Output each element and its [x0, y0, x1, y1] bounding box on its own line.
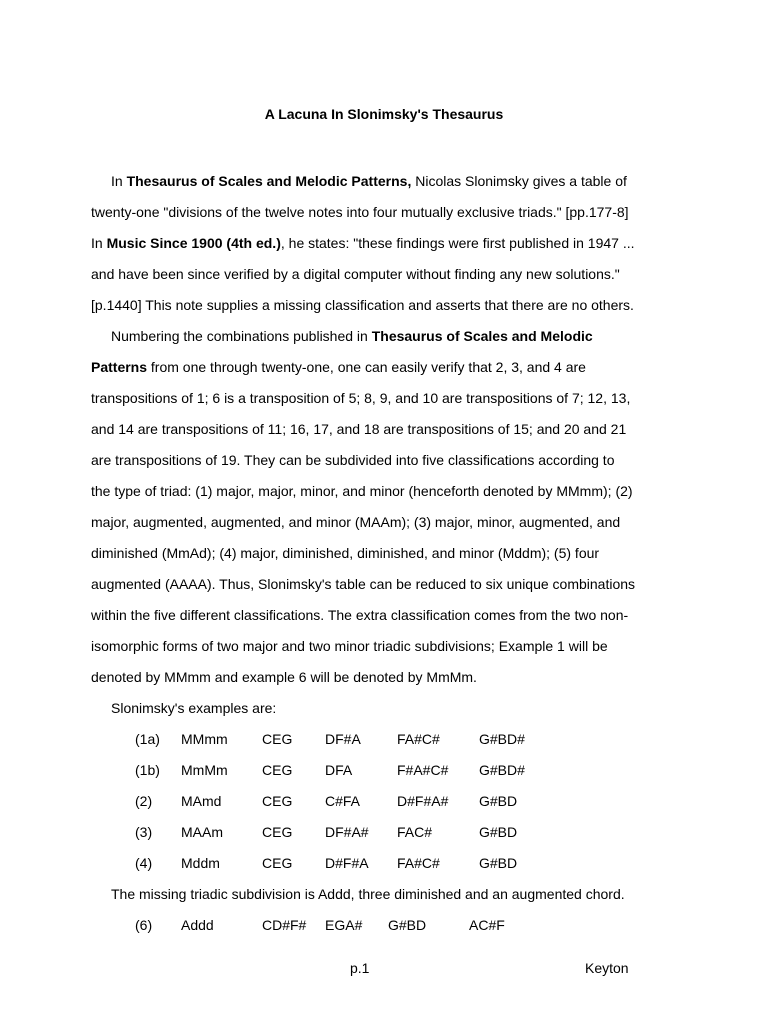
example-triad: F#A#C#	[397, 762, 449, 778]
paragraph-line: isomorphic forms of two major and two minor triadic subdivisions; Example 1 will be	[91, 638, 608, 654]
text-run: In	[111, 173, 127, 189]
example-row	[91, 786, 691, 817]
book-title: Thesaurus of Scales and Melodic	[371, 328, 593, 344]
paragraph-line: twenty-one "divisions of the twelve notes into four mutually exclusive triads." [pp.177-8]	[91, 204, 629, 220]
text-run: from one through twenty-one, one can easily verify that 2, 3, and 4 are	[147, 359, 586, 375]
example-triad: CEG	[262, 731, 293, 747]
document-title: A Lacuna In Slonimsky's Thesaurus	[264, 106, 504, 122]
example-label: (2)	[135, 793, 153, 809]
example-triad: FA#C#	[397, 855, 440, 871]
example-triad: C#FA	[325, 793, 361, 809]
example-triad: CEG	[262, 824, 293, 840]
paragraph-line: augmented (AAAA). Thus, Slonimsky's table can be reduced to six unique combinations	[91, 576, 636, 592]
text-run: Numbering the combinations published in	[111, 328, 372, 344]
example-triad: AC#F	[469, 917, 505, 933]
text-run: , he states: "these findings were first published in 1947 ...	[280, 235, 635, 251]
paragraph-line: the type of triad: (1) major, major, minor, and minor (henceforth denoted by MMmm); (2)	[91, 483, 633, 499]
example-triad: CEG	[262, 793, 293, 809]
text-run: In	[91, 235, 107, 251]
book-title: Thesaurus of Scales and Melodic Patterns,	[126, 173, 412, 189]
paragraph-line: and 14 are transpositions of 11; 16, 17, and 18 are transpositions of 15; and 20 and 21	[91, 421, 627, 437]
example-class: MMmm	[181, 731, 228, 747]
example-triad: DF#A	[325, 731, 361, 747]
example-triad: FAC#	[397, 824, 433, 840]
example-label: (6)	[135, 917, 153, 933]
example-label: (4)	[135, 855, 153, 871]
paragraph-line	[91, 321, 691, 352]
example-triad: G#BD	[479, 793, 518, 809]
missing-example-row	[91, 910, 691, 941]
example-triad: FA#C#	[397, 731, 440, 747]
page-number: p.1	[350, 960, 370, 976]
example-triad: DF#A#	[325, 824, 369, 840]
paragraph-line: are transpositions of 19. They can be subdivided into five classifications according to	[91, 452, 615, 468]
example-row	[91, 817, 691, 848]
text-run: Nicolas Slonimsky gives a table of	[411, 173, 627, 189]
paragraph-line: denoted by MMmm and example 6 will be denoted by MmMm.	[91, 669, 477, 685]
paragraph-line	[91, 166, 691, 197]
example-row	[91, 755, 691, 786]
author-name: Keyton	[585, 960, 629, 976]
example-triad: G#BD#	[479, 731, 525, 747]
example-triad: G#BD#	[479, 762, 525, 778]
example-triad: EGA#	[325, 917, 363, 933]
example-class: MAAm	[181, 824, 223, 840]
missing-intro: The missing triadic subdivision is Addd, three diminished and an augmented chord.	[111, 886, 625, 902]
example-row	[91, 724, 691, 755]
example-triad: CD#F#	[262, 917, 307, 933]
book-title: Patterns	[91, 359, 148, 375]
example-triad: CEG	[262, 762, 293, 778]
paragraph-line: transpositions of 1; 6 is a transposition of 5; 8, 9, and 10 are transpositions of 7; 12, 13,	[91, 390, 631, 406]
example-label: (3)	[135, 824, 153, 840]
example-triad: G#BD	[388, 917, 427, 933]
example-class: MAmd	[181, 793, 222, 809]
example-triad: G#BD	[479, 855, 518, 871]
example-triad: D#F#A	[325, 855, 369, 871]
paragraph-line: and have been since verified by a digital computer without finding any new solutions."	[91, 266, 620, 282]
paragraph-line	[91, 352, 691, 383]
examples-intro: Slonimsky's examples are:	[111, 700, 277, 716]
document-body	[91, 166, 691, 941]
example-label: (1b)	[135, 762, 160, 778]
paragraph-line: major, augmented, augmented, and minor (MAAm); (3) major, minor, augmented, and	[91, 514, 621, 530]
paragraph-line: within the five different classifications. The extra classification comes from the two non-	[91, 607, 629, 623]
example-class: Addd	[181, 917, 214, 933]
example-triad: D#F#A#	[397, 793, 449, 809]
book-title: Music Since 1900 (4th ed.)	[106, 235, 281, 251]
example-row	[91, 848, 691, 879]
example-triad: G#BD	[479, 824, 518, 840]
paragraph-line	[91, 228, 691, 259]
example-class: MmMm	[181, 762, 228, 778]
paragraph-line: diminished (MmAd); (4) major, diminished, diminished, and minor (Mddm); (5) four	[91, 545, 600, 561]
example-triad: CEG	[262, 855, 293, 871]
example-triad: DFA	[325, 762, 353, 778]
example-label: (1a)	[135, 731, 160, 747]
paragraph-line: [p.1440] This note supplies a missing classification and asserts that there are no others.	[91, 297, 634, 313]
example-class: Mddm	[181, 855, 220, 871]
